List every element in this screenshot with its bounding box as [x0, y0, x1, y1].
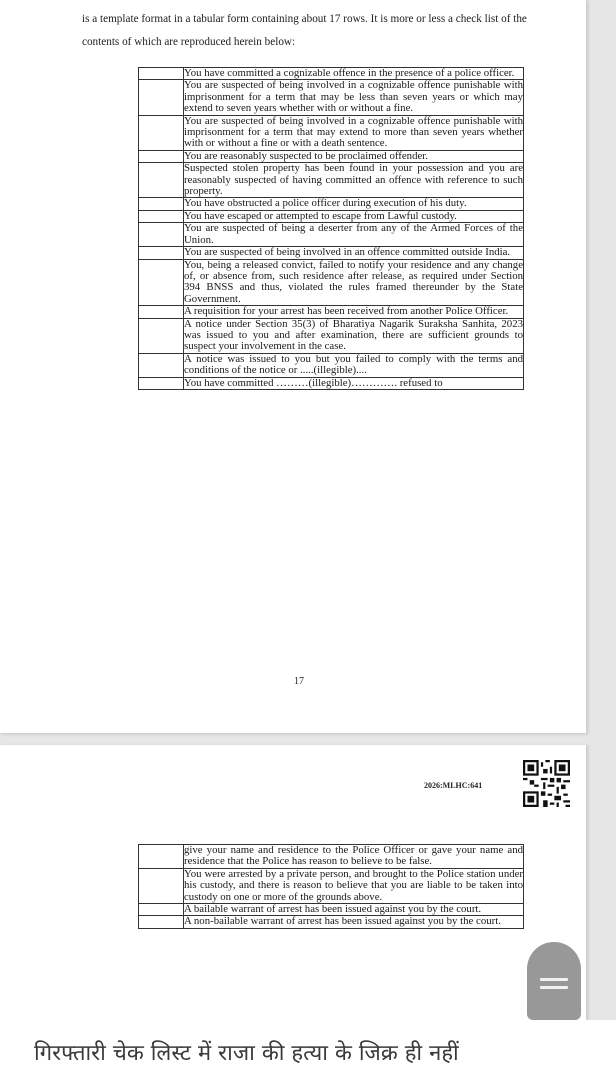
checklist-item-text: You are suspected of being a deserter from any of the Armed Forces of the Union. — [184, 222, 523, 246]
checklist-row — [139, 198, 524, 210]
checkbox-cell — [139, 210, 184, 222]
checklist-row — [139, 904, 524, 916]
checkbox-cell — [139, 163, 184, 198]
checklist-row — [139, 247, 524, 259]
checklist-item-text: A bailable warrant of arrest has been issued against you by the court. — [184, 904, 524, 916]
checklist-row — [139, 353, 524, 377]
checklist-row — [139, 916, 524, 928]
checklist-row — [139, 115, 524, 150]
intro-paragraph: is a template format in a tabular form containing about 17 rows. It is more or less a check list of the contents of which are reproduced herein below: — [82, 13, 527, 48]
checklist-item-text: You are reasonably suspected to be proclaimed offender. — [184, 150, 524, 162]
checkbox-cell — [139, 198, 184, 210]
arrest-checklist-table-page-1 — [138, 67, 524, 390]
checklist-item-text: A requisition for your arrest has been received from another Police Officer. — [184, 306, 524, 318]
checklist-row — [139, 163, 524, 198]
checkbox-cell — [139, 150, 184, 162]
document-page-2 — [0, 745, 587, 1020]
checklist-row — [139, 210, 524, 222]
checkbox-cell — [139, 80, 184, 115]
checkbox-cell — [139, 68, 184, 80]
checklist-item-text: A notice under Section 35(3) of Bharatiya Nagarik Suraksha Sanhita, 2023 was issued to you and after examination, there are sufficient grounds to suspect your involvement in the case. — [184, 317, 523, 353]
checkbox-cell — [139, 318, 184, 353]
checklist-row — [139, 259, 524, 306]
checkbox-cell — [139, 904, 184, 916]
checkbox-cell — [139, 247, 184, 259]
checkbox-cell — [139, 916, 184, 928]
checkbox-cell — [139, 353, 184, 377]
scroll-handle[interactable] — [527, 942, 581, 1020]
checklist-row — [139, 68, 524, 80]
checklist-row — [139, 868, 524, 903]
checklist-item-text: A non-bailable warrant of arrest has been issued against you by the court. — [184, 916, 524, 928]
page-number: 17 — [294, 676, 304, 687]
checklist-item-text: You are suspected of being involved in an offence committed outside India. — [184, 247, 524, 259]
checklist-row — [139, 223, 524, 247]
checkbox-cell — [139, 845, 184, 869]
checkbox-cell — [139, 306, 184, 318]
checklist-row — [139, 845, 524, 869]
checkbox-cell — [139, 377, 184, 389]
checklist-item-text: You are suspected of being involved in a cognizable offence punishable with imprisonment for a term that may extend to more than seven years whether with or without a fine or with a death sentence. — [184, 114, 523, 150]
checklist-item-text: give your name and residence to the Police Officer or gave your name and residence that the Police has reason to believe to be false. — [184, 844, 523, 868]
arrest-checklist-table-page-2 — [138, 844, 524, 929]
checkbox-cell — [139, 115, 184, 150]
article-caption: गिरफ्तारी चेक लिस्ट में राजा की हत्या के जिक्र ही नहीं — [34, 1041, 459, 1066]
citation-reference: 2026:MLHC:641 — [424, 781, 483, 790]
checkbox-cell — [139, 259, 184, 306]
checklist-row — [139, 306, 524, 318]
checklist-item-text: You, being a released convict, failed to notify your residence and any change of, or absence from, such residence after release, as required under Section 394 BNSS and thus, violated the rules framed thereunder by the State Government. — [184, 258, 523, 305]
checklist-row — [139, 377, 524, 389]
checklist-item-text: Suspected stolen property has been found in your possession and you are reasonably suspected of having committed an offence with reference to such property. — [184, 162, 523, 198]
checklist-item-text: You have committed a cognizable offence in the presence of a police officer. — [184, 68, 524, 80]
checklist-row — [139, 80, 524, 115]
checklist-item-text: A notice was issued to you but you failed to comply with the terms and conditions of the notice or .....(illegible).... — [184, 352, 523, 377]
checklist-item-text: You have escaped or attempted to escape from Lawful custody. — [184, 210, 524, 222]
checklist-item-text: You have committed ………(illegible)…………. refused to — [184, 377, 524, 389]
checklist-row — [139, 318, 524, 353]
checklist-item-text: You were arrested by a private person, and brought to the Police station under his custody, and there is reason to believe that you are liable to be taken into custody on one or more of the grounds above. — [184, 867, 523, 903]
checklist-item-text: You are suspected of being involved in a cognizable offence punishable with imprisonment for a term that may be less than seven years or which may extend to seven years whether with or without a fine. — [184, 79, 523, 115]
qr-code-icon — [523, 760, 570, 807]
checklist-item-text: You have obstructed a police officer during execution of his duty. — [184, 198, 524, 210]
checkbox-cell — [139, 223, 184, 247]
checkbox-cell — [139, 868, 184, 903]
checklist-row — [139, 150, 524, 162]
